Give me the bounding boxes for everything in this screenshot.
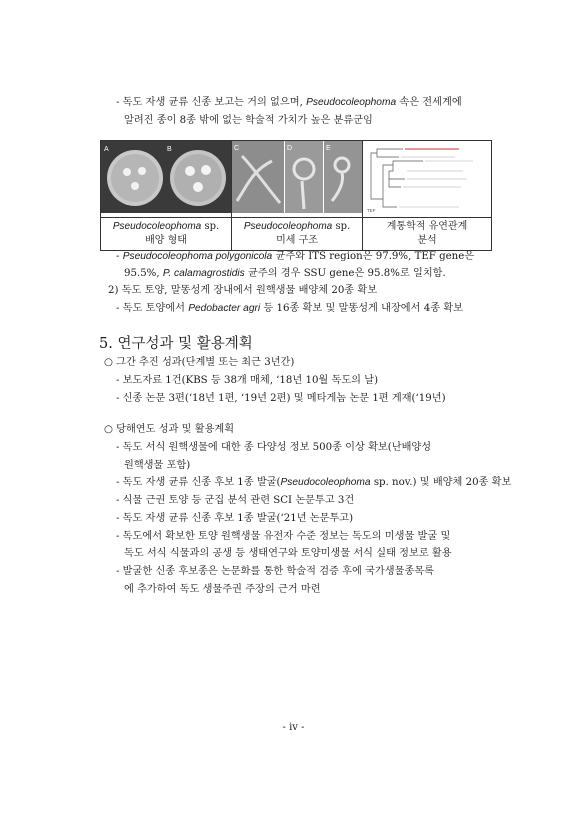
sub2-text: - 독도 자생 균류 신종 후보 1종 발굴(: [116, 477, 281, 488]
similarity-text: 균주와 ITS region은 97.9%, TEF gene은: [275, 251, 475, 262]
caption-suffix: sp.: [204, 221, 220, 232]
caption-species: Pseudocoleophoma: [112, 221, 202, 232]
similarity-line-2: [124, 267, 446, 281]
intro-line-1: [116, 96, 462, 110]
sub1-item: - 신종 논문 3편(‘18년 1편, ‘19년 2편) 및 메타게놈 논문 1편 게재(‘19년): [116, 393, 446, 404]
panel-label-d: D: [287, 145, 293, 152]
sub2-text: sp. nov.: [373, 477, 413, 488]
sub2-item-6-line-1: - 발굴한 신종 후보종은 논문화를 통한 학술적 검증 후에 국가생물종목록: [116, 566, 434, 577]
sub1-title: ○ 그간 추진 성과(단계별 또는 최근 3년간): [104, 357, 295, 368]
phylogeny-cell: [363, 141, 492, 218]
similarity-line-1: [116, 250, 474, 264]
intro-text: - 독도 자생 균류 신종 보고는 거의 없으며,: [116, 97, 303, 108]
microstructure-photo-cell: [232, 141, 363, 218]
panel-label-a: A: [104, 146, 109, 153]
item-2-title: 2) 독도 토양, 말똥성게 장내에서 원핵생물 배양체 20종 확보: [108, 285, 378, 296]
culture-plates-image: [101, 141, 231, 213]
item-2-text: - 독도 토양에서: [116, 303, 185, 314]
panel-label-e: E: [326, 145, 331, 152]
caption-microstructure: [232, 218, 363, 251]
figure-table: [100, 140, 492, 251]
sub2-item-5-line-1: - 독도에서 확보한 토양 원핵생물 유전자 수준 정보는 독도의 미생물 발굴 및: [116, 531, 451, 542]
caption-phylogeny: [363, 218, 492, 251]
culture-photo-cell: [101, 141, 232, 218]
sub2-item-4: - 독도 자생 균류 신종 후보 1종 발굴(‘21년 논문투고): [116, 513, 354, 524]
sub2-title: ○ 당해연도 성과 및 활용계획: [104, 424, 235, 435]
page-number: - iv -: [282, 722, 305, 733]
similarity-text-post: 균주의 경우 SSU gene은 95.8%로 일치함.: [248, 268, 446, 279]
caption-suffix: sp.: [335, 221, 351, 232]
species-name: Pseudocoleophoma polygonicola: [122, 251, 273, 262]
panel-label-c: C: [234, 145, 240, 152]
sub2-item-6-line-2: 에 추가하여 독도 생물주권 주장의 근거 마련: [124, 584, 321, 595]
sub2-item-1-line-1: - 독도 서식 원핵생물에 대한 종 다양성 정보 500종 이상 확보(난배양성: [116, 442, 432, 453]
item-2-line: [116, 302, 463, 316]
tree-tick-label: TEF: [367, 208, 376, 213]
caption-sub: 분석: [417, 235, 437, 246]
sub2-item-1-line-2: 원핵생물 포함): [124, 460, 191, 471]
caption-title: 계통학적 유연관계: [386, 221, 468, 232]
genus-name: Pedobacter agri: [188, 303, 261, 314]
sub1-item: - 보도자료 1건(KBS 등 38개 매체, ‘18년 10월 독도의 날): [116, 375, 379, 386]
similarity-text: 95.5%,: [124, 268, 160, 279]
caption-sub: 미세 구조: [276, 235, 318, 246]
caption-sub: 배양 형태: [145, 235, 187, 246]
dash: -: [116, 251, 120, 262]
microstructure-image: [232, 141, 362, 213]
caption-species: Pseudocoleophoma: [243, 221, 333, 232]
genus-name: Pseudocoleophoma: [280, 477, 371, 488]
sub2-item-2: [116, 476, 511, 490]
species-name: P. calamagrostidis: [162, 268, 245, 279]
caption-culture: [101, 218, 232, 251]
sub2-item-3: - 식물 근권 토양 등 군집 분석 관련 SCI 논문투고 3건: [116, 495, 355, 506]
panel-label-b: B: [167, 146, 172, 153]
section-5-title: 5. 연구성과 및 활용계획: [99, 336, 253, 352]
sub2-item-5-line-2: 독도 서식 식물과의 공생 등 생태연구와 토양미생물 서식 실태 정보로 활용: [124, 548, 452, 559]
intro-text-post: 속은 전세계에: [399, 97, 462, 108]
intro-line-2: 알려진 종이 8종 밖에 없는 학술적 가치가 높은 분류군임: [124, 115, 373, 126]
item-2-text-post: 등 16종 확보 및 말똥성게 내장에서 4종 확보: [263, 303, 463, 314]
sub2-text-post: ) 및 배양체 20종 확보: [412, 477, 512, 488]
genus-name: Pseudocoleophoma: [306, 97, 397, 108]
phylogenetic-tree: [363, 141, 491, 213]
